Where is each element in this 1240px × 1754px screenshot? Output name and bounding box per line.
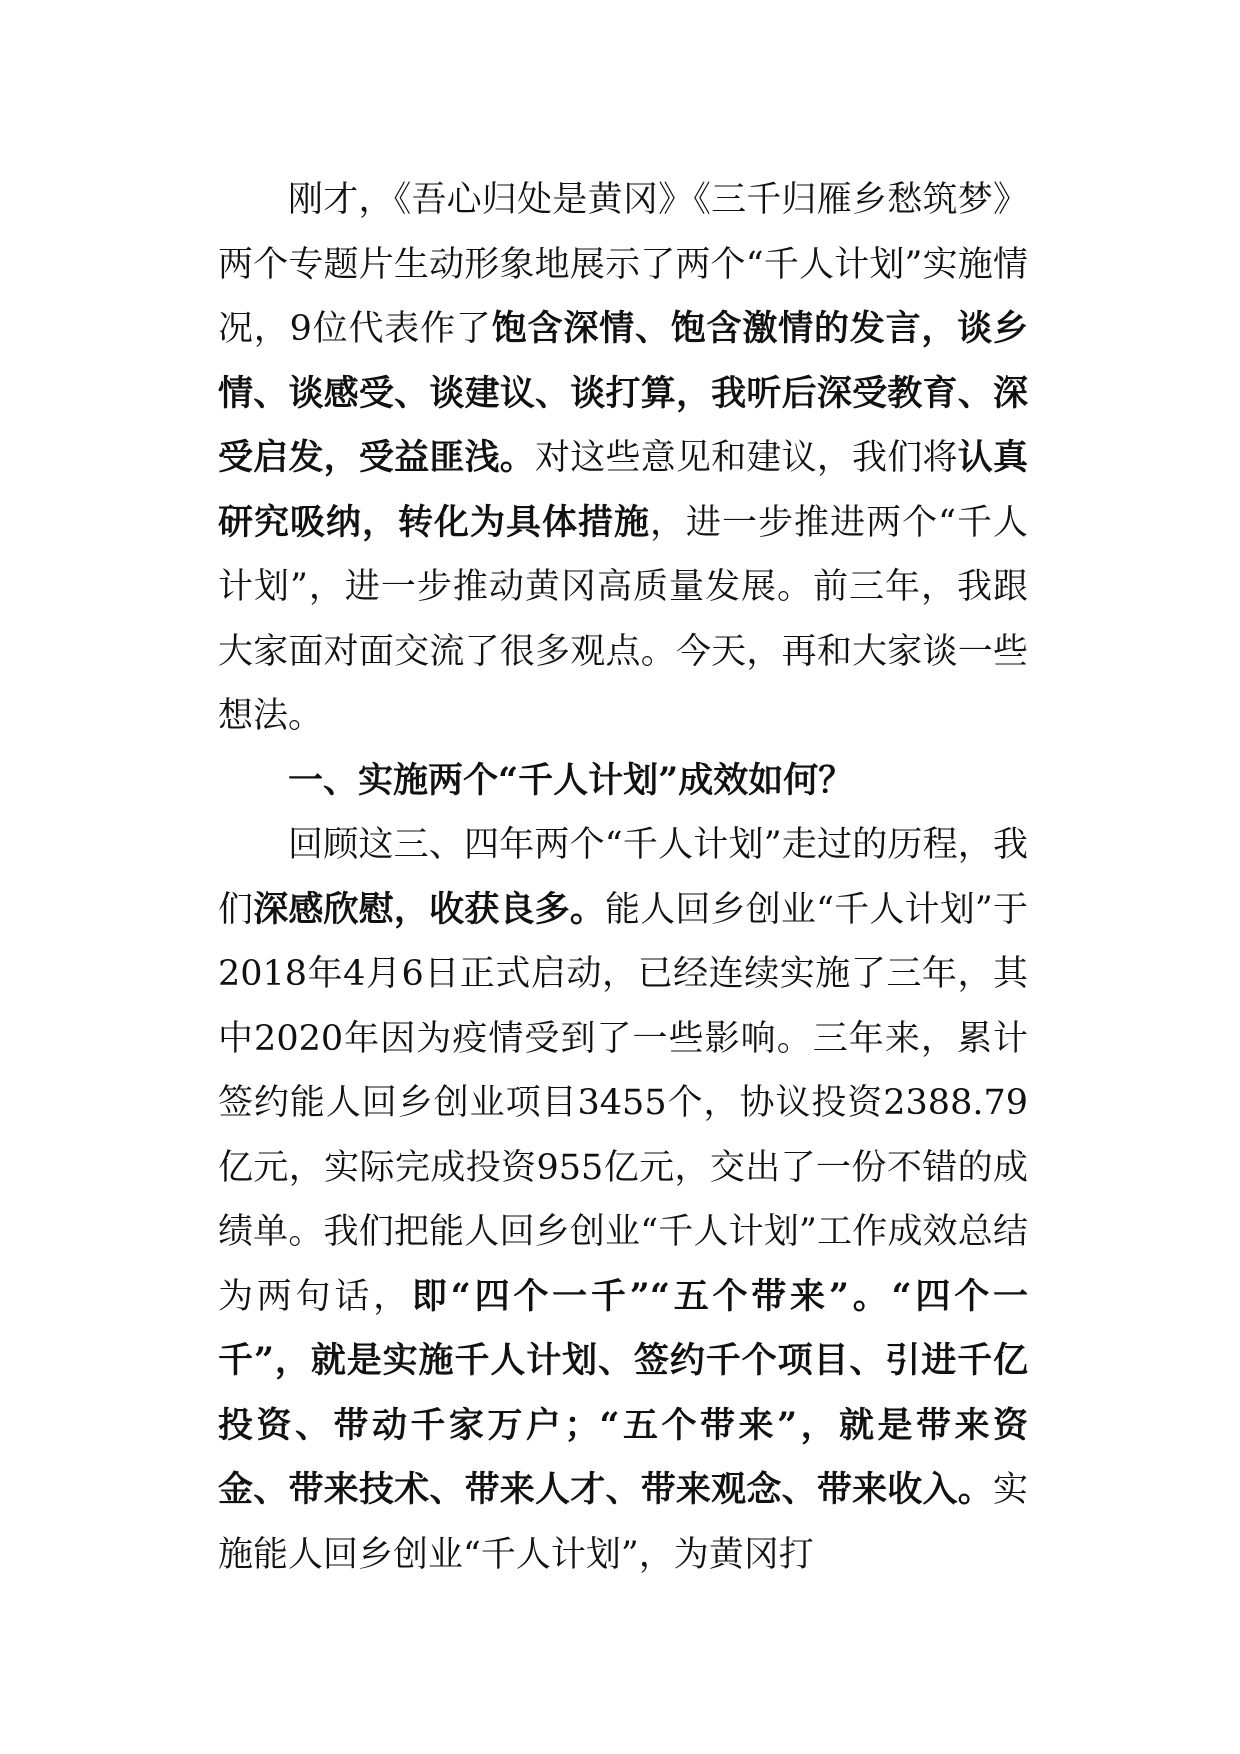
results-run-3: 能人回乡创业“千人计划”于2018年4月6日正式启动，已经连续实施了三年，其中2020年因为疫情受到了一些影响。三年来，累计签约能人回乡创业项目3455个，协议投资2388.79亿元，实际完成投资955亿元，交出了一份不错的成绩单。我们把能人回乡创业“千人计划”工作成效总结为两句话，	[218, 889, 1028, 1317]
results-run-1: 回顾这三、四年两个“千人计划”走过的历程，我们	[218, 825, 1028, 930]
intro-run-3: 对这些意见和建议，我们将	[535, 438, 958, 478]
results-run-5: 实施能人回乡创业“千人计划”，为黄冈打	[218, 1470, 1028, 1575]
intro-paragraph	[218, 168, 1028, 749]
intro-run-5: ，进一步推进两个“千人计划”，进一步推动黄冈高质量发展。前三年，我跟大家面对面交流了很多观点。今天，再和大家谈一些想法。	[218, 502, 1028, 736]
intro-run-4: 认真研究吸纳，转化为具体措施	[218, 437, 1028, 543]
intro-run-2: 饱含深情、饱含激情的发言，谈乡情、谈感受、谈建议、谈打算，我听后深受教育、深受启发，受益匪浅。	[218, 308, 1028, 478]
intro-run-1: 刚才，《吾心归处是黄冈》《三千归雁乡愁筑梦》两个专题片生动形象地展示了两个“千人计划”实施情况，9位代表作了	[218, 180, 1028, 349]
document-page	[218, 168, 1028, 1587]
results-run-2: 深感欣慰，收获良多。	[253, 888, 606, 930]
results-run-4: 即“四个一千”“五个带来”。“四个一千”，就是实施千人计划、签约千个项目、引进千亿投资、带动千家万户；“五个带来”，就是带来资金、带来技术、带来人才、带来观念、带来收入。	[218, 1275, 1028, 1510]
section-heading: 一、实施两个“千人计划”成效如何？	[288, 759, 854, 801]
results-paragraph	[218, 813, 1028, 1587]
